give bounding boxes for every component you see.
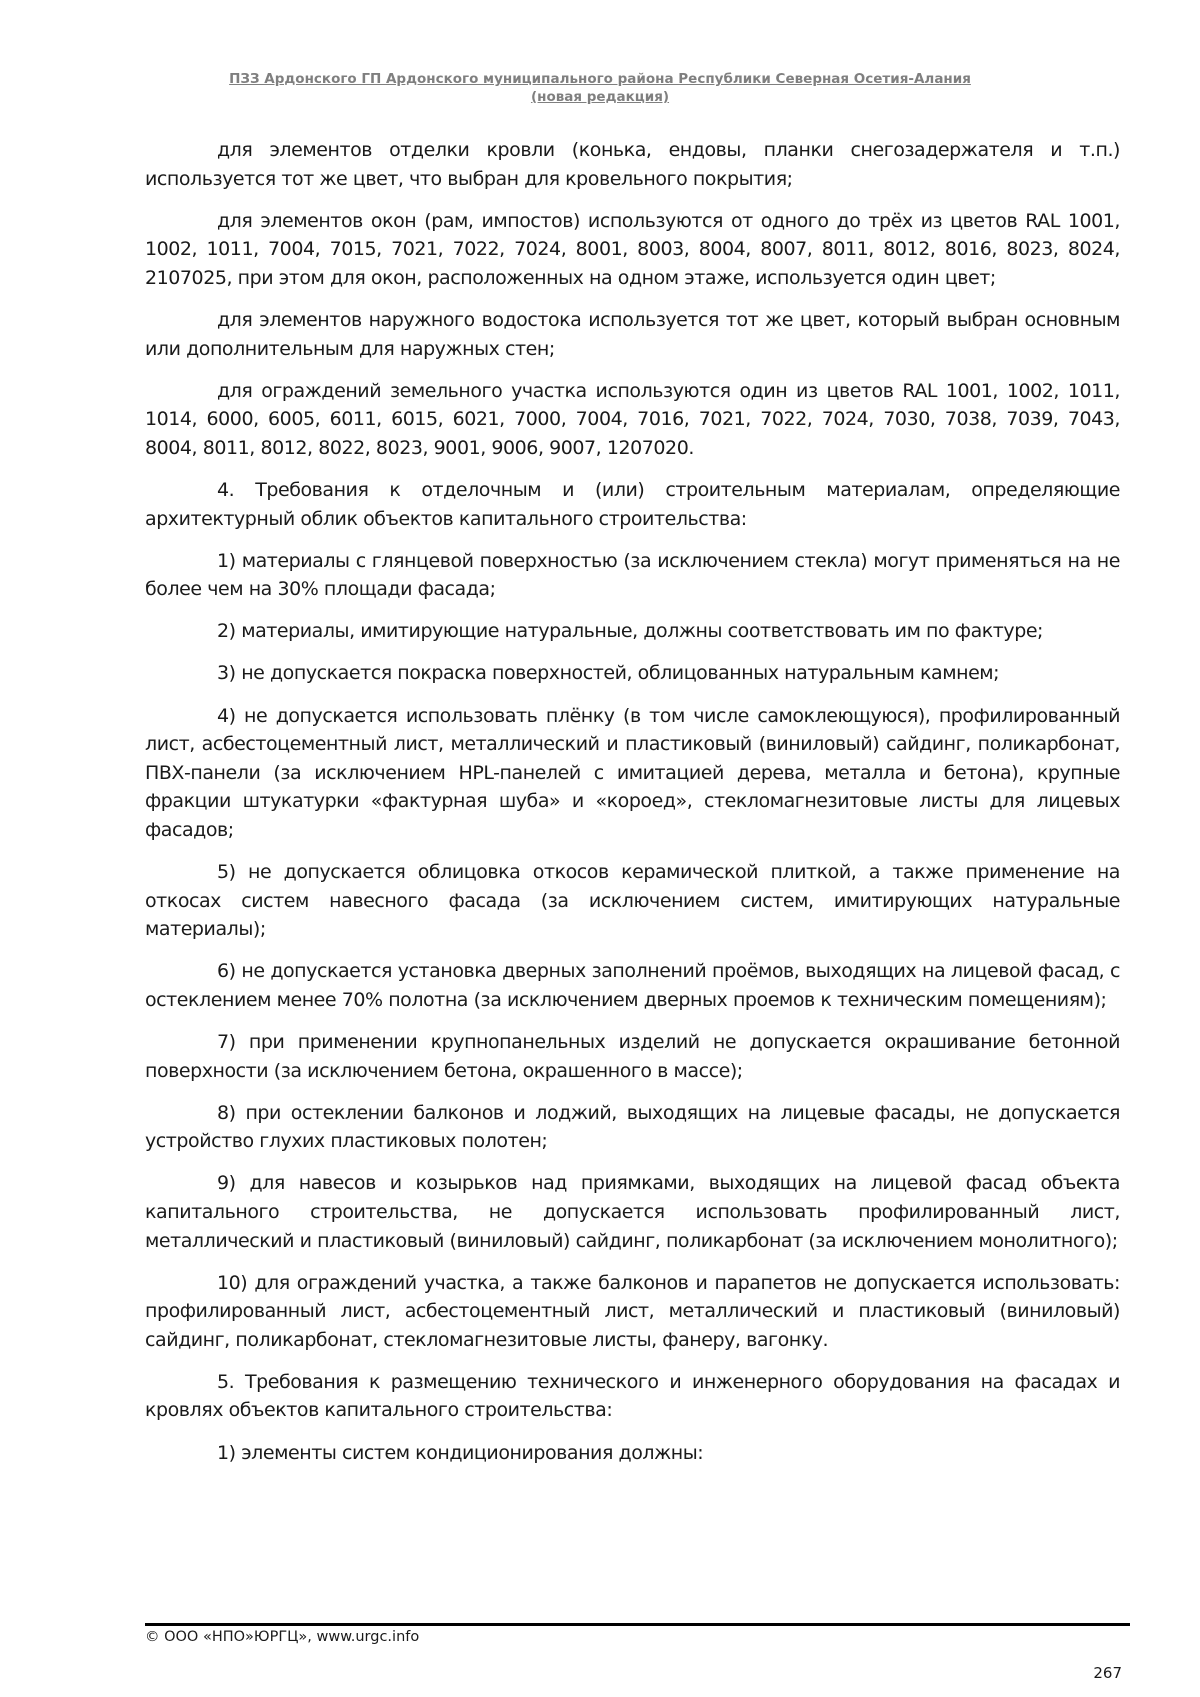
header-title: ПЗЗ Ардонского ГП Ардонского муниципального района Республики Северная Осетия-Алания [229, 71, 971, 87]
list-item-4-3: 3) не допускается покраска поверхностей, облицованных натуральным камнем; [217, 662, 1000, 685]
list-item-4-6: 6) не допускается установка дверных заполнений проёмов, выходящих на лицевой фасад, с остеклением менее 70% полотна (за исключением дверных проемов к техническим помещениям); [145, 960, 1120, 1011]
list-item-5-1: 1) элементы систем кондиционирования должны: [217, 1441, 704, 1464]
list-item-4-8: 8) при остеклении балконов и лоджий, выходящих на лицевые фасады, не допускается устройство глухих пластиковых полотен; [145, 1101, 1120, 1153]
running-header [145, 70, 1055, 106]
section-5-heading: 5. Требования к размещению технического и инженерного оборудования на фасадах и кровлях объектов капитального строительства: [145, 1370, 1120, 1422]
list-item-4-7: 7) при применении крупнопанельных изделий не допускается окрашивание бетонной поверхности (за исключением бетона, окрашенного в массе); [145, 1030, 1120, 1082]
list-item-4-9: 9) для навесов и козырьков над приямками, выходящих на лицевой фасад объекта капитального строительства, не допускается использовать профилированный лист, металлический и пластиковый (виниловый) сайдинг, поликарбонат (за исключением монолитного); [145, 1172, 1120, 1252]
list-item-4-1: 1) материалы с глянцевой поверхностью (за исключением стекла) могут применяться на не более чем на 30% площади фасада; [145, 549, 1120, 601]
footer-divider [145, 1623, 1130, 1626]
list-item-4-10: 10) для ограждений участка, а также балконов и парапетов не допускается использовать: профилированный лист, асбестоцементный лист, металлический и пластиковый (виниловый) сайдинг, поликарбонат, стекломагнезитовые листы, фанеру, вагонку. [145, 1271, 1120, 1351]
paragraph-drainage-elements: для элементов наружного водостока используется тот же цвет, который выбран основным или дополнительным для наружных стен; [145, 308, 1120, 360]
paragraph-roof-elements: для элементов отделки кровли (конька, ендовы, планки снегозадержателя и т.п.) используется тот же цвет, что выбран для кровельного покрытия; [145, 139, 1120, 190]
section-4-heading: 4. Требования к отделочным и (или) строительным материалам, определяющие архитектурный облик объектов капитального строительства: [145, 478, 1120, 530]
paragraph-fence-colors: для ограждений земельного участка используются один из цветов RAL 1001, 1002, 1011, 1014, 6000, 6005, 6011, 6015, 6021, 7000, 7004, 7016, 7021, 7022, 7024, 7030, 7038, 7039, 7043, 8004, 8011, 8012, 8022, 8023, 9001, 9006, 9007, 1207020. [145, 379, 1120, 459]
list-item-4-4: 4) не допускается использовать плёнку (в том числе самоклеющуюся), профилированный лист, асбестоцементный лист, металлический и пластиковый (виниловый) сайдинг, поликарбонат, ПВХ-панели (за исключением HPL-панелей с имитацией дерева, металла и бетона), крупные фракции штукатурки «фактурная шуба» и «короед», стекломагнезитовые листы для лицевых фасадов; [145, 704, 1120, 841]
footer-copyright: © ООО «НПО»ЮРГЦ», www.urgc.info [145, 1629, 420, 1645]
list-item-4-5: 5) не допускается облицовка откосов керамической плиткой, а также применение на откосах систем навесного фасада (за исключением систем, имитирующих натуральные материалы); [145, 860, 1120, 941]
paragraph-window-elements: для элементов окон (рам, импостов) используются от одного до трёх из цветов RAL 1001, 1002, 1011, 7004, 7015, 7021, 7022, 7024, 8001, 8003, 8004, 8007, 8011, 8012, 8016, 8023, 8024, 2107025, при этом для окон, расположенных на одном этаже, используется один цвет; [145, 209, 1120, 289]
header-subtitle: (новая редакция) [530, 89, 670, 105]
page-number: 267 [1093, 1664, 1122, 1682]
document-body [145, 136, 1120, 1481]
list-item-4-2: 2) материалы, имитирующие натуральные, должны соответствовать им по фактуре; [217, 620, 1044, 643]
